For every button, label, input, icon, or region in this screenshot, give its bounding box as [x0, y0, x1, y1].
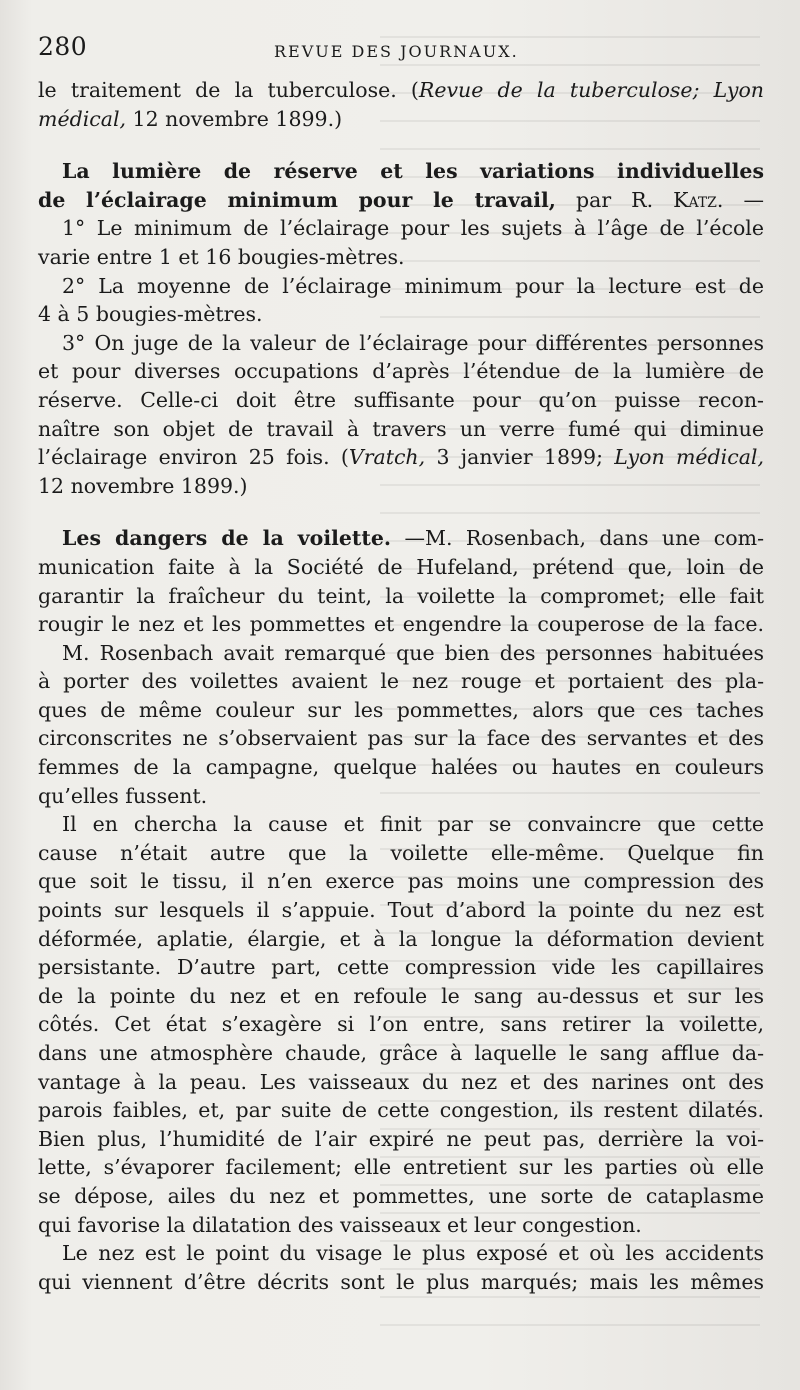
article-title-cont: de l’éclairage minimum pour le travail, par R. Katz. —: [38, 187, 764, 212]
text-line: qui viennent d’être décrits sont le plus marqués; mais les mêmes: [38, 1269, 764, 1294]
page-body: [38, 76, 764, 1296]
text-line: et pour diverses occupations d’après l’étendue de la lumière de: [38, 359, 764, 384]
text-line: Bien plus, l’humidité de l’air expiré ne peut pas, derrière la voi-: [38, 1126, 764, 1151]
citation-line: l’éclairage environ 25 fois. (Vratch, 3 janvier 1899; Lyon médical,: [38, 445, 764, 470]
text-line: 2° La moyenne de l’éclairage minimum pour la lecture est de: [62, 273, 764, 298]
text-line: circonscrites ne s’observaient pas sur la face des servantes et des: [38, 726, 764, 751]
text-line: réserve. Celle-ci doit être suffisante pour qu’on puisse recon-: [38, 387, 764, 412]
text-line: 4 à 5 bougies-mètres.: [38, 302, 263, 327]
citation-line: 12 novembre 1899.): [38, 473, 248, 498]
text-line: côtés. Cet état s’exagère si l’on entre, sans retirer la voilette,: [38, 1012, 764, 1037]
running-head: REVUE DES JOURNAUX.: [274, 42, 519, 61]
text-line: Le nez est le point du visage le plus exposé et où les accidents: [62, 1241, 764, 1266]
text-line: munication faite à la Société de Hufeland, prétend que, loin de: [38, 554, 764, 579]
text-line: M. Rosenbach avait remarqué que bien des personnes habituées: [62, 640, 764, 665]
text-line: 1° Le minimum de l’éclairage pour les sujets à l’âge de l’école: [62, 216, 764, 241]
text-line: déformée, aplatie, élargie, et à la longue la déformation devient: [38, 926, 764, 951]
text-line: cause n’était autre que la voilette elle-même. Quelque fin: [38, 840, 764, 865]
text-line: de la pointe du nez et en refoule le sang au-dessus et sur les: [38, 983, 764, 1008]
article-title: Les dangers de la voilette. —M. Rosenbach, dans une com-: [62, 526, 764, 551]
text-line: vantage à la peau. Les vaisseaux du nez et des narines ont des: [38, 1069, 764, 1094]
text-line: à porter des voilettes avaient le nez rouge et portaient des pla-: [38, 669, 764, 694]
text-line: persistante. D’autre part, cette compression vide les capillaires: [38, 955, 764, 980]
text-line: qui favorise la dilatation des vaisseaux et leur congestion.: [38, 1212, 642, 1237]
article-lumiere-de-reserve: [38, 157, 764, 500]
text-line: se dépose, ailes du nez et pommettes, une sorte de cataplasme: [38, 1183, 764, 1208]
author-name: Katz: [673, 187, 717, 212]
text-line: naître son objet de travail à travers un verre fumé qui diminue: [38, 416, 764, 441]
text-line: varie entre 1 et 16 bougies-mètres.: [38, 244, 405, 269]
text-line: que soit le tissu, il n’en exerce pas moins une compression des: [38, 869, 764, 894]
text-line: dans une atmosphère chaude, grâce à laquelle le sang afflue da-: [38, 1041, 764, 1065]
text-line: parois faibles, et, par suite de cette congestion, ils restent dilatés.: [38, 1098, 764, 1123]
text-line: rougir le nez et les pommettes et engendre la couperose de la face.: [38, 612, 764, 637]
text-line: Il en chercha la cause et finit par se convaincre que cette: [62, 812, 764, 837]
text-line: femmes de la campagne, quelque halées ou hautes en couleurs: [38, 755, 764, 780]
text-line: points sur lesquels il s’appuie. Tout d’abord la pointe du nez est: [38, 898, 764, 923]
text-line: ques de même couleur sur les pommettes, alors que ces taches: [38, 697, 764, 722]
text-line: 3° On juge de la valeur de l’éclairage pour différentes personnes: [62, 330, 764, 355]
article-title: La lumière de réserve et les variations individuelles: [62, 159, 764, 184]
text-line: qu’elles fussent.: [38, 783, 208, 808]
continuation-line: le traitement de la tuberculose. (Revue de la tuberculose; Lyon: [38, 78, 764, 102]
text-line: garantir la fraîcheur du teint, la voilette la compromet; elle fait: [38, 583, 764, 608]
continuation-line: médical, 12 novembre 1899.): [38, 106, 343, 131]
page-number: 280: [38, 32, 88, 61]
page-header: [38, 32, 770, 72]
text-line: lette, s’évaporer facilement; elle entretient sur les parties où elle: [38, 1155, 764, 1180]
article-dangers-voilette: [38, 524, 764, 1296]
